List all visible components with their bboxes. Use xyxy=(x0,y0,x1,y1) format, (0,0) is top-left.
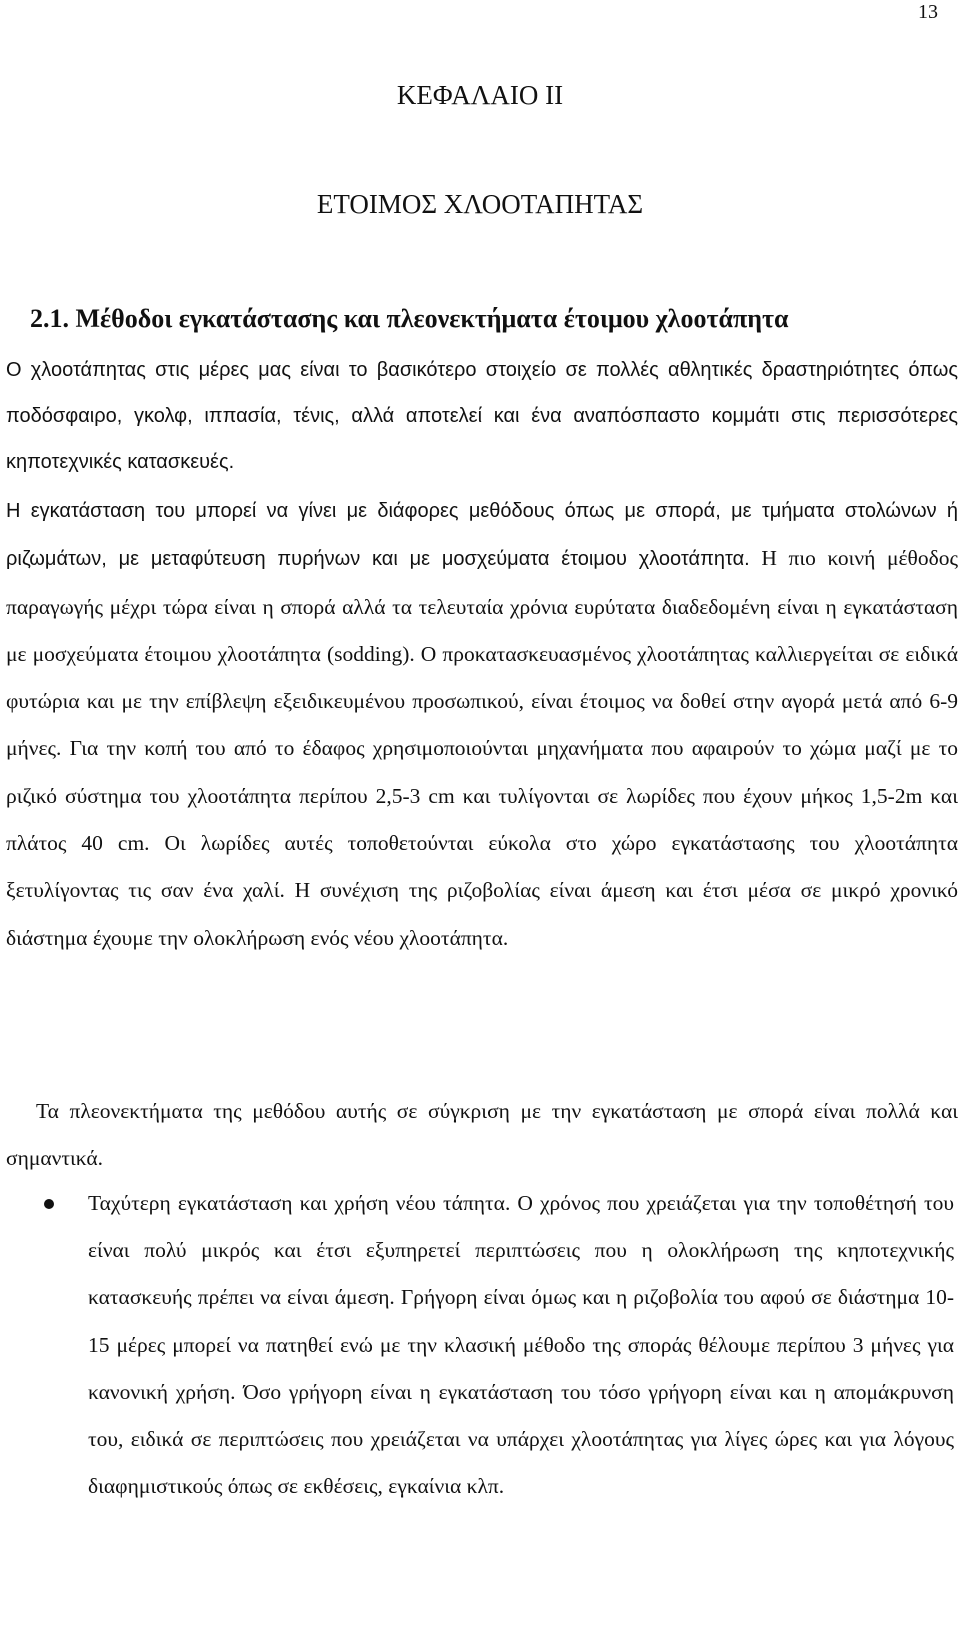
section-heading: 2.1. Μέθοδοι εγκατάστασης και πλεονεκτήματα έτοιμου χλοοτάπητα xyxy=(30,304,789,333)
chapter-subtitle: ΕΤΟΙΜΟΣ ΧΛΟΟΤΑΠΗΤΑΣ xyxy=(316,189,644,219)
installation-lead-text: Η εγκατάσταση του μπορεί να γίνει με διάφορες μεθόδους όπως με σπορά, με τμήματα στολώνων ή ριζωμάτων, με μεταφύτευση πυρήνων και με μοσχεύματα έτοιμου χλοοτάπητα. xyxy=(6,500,958,571)
installation-body-text: Η πιο κοινή μέθοδος παραγωγής μέχρι τώρα είναι η σπορά αλλά τα τελευταία χρόνια ευρύτατα διαδεδομένη είναι η εγκατάσταση με μοσχεύματα έτοιμου χλοοτάπητα (sodding). Ο προκατασκευασμένος χλοοτάπητας καλλιεργείται σε ειδικά φυτώρια και με την επίβλεψη εξειδικευμένου προσωπικού, είναι έτοιμος να δοθεί στην αγορά μετά από 6-9 μήνες. Για την κοπή του από το έδαφος χρησιμοποιούνται μηχανήματα που αφαιρούν το χώμα μαζί με το ριζικό σύστημα του χλοοτάπητα περίπου 2,5-3 cm και τυλίγονται σε λωρίδες που έχουν μήκος 1,5-2m και πλάτος 40 cm. Οι λωρίδες αυτές τοποθετούνται εύκολα στο χώρο εγκατάστασης του χλοοτάπητα ξετυλίγοντας τις σαν ένα χαλί. Η συνέχιση της ριζοβολίας είναι άμεση και έτσι μέσα σε μικρό χρονικό διάστημα έχουμε την ολοκλήρωση ενός νέου χλοοτάπητα. xyxy=(6,546,958,950)
installation-paragraph xyxy=(6,487,958,962)
list-item xyxy=(0,1180,960,1510)
page-number: 13 xyxy=(918,1,938,23)
list-item-text: Ταχύτερη εγκατάσταση και χρήση νέου τάπητα. Ο χρόνος που χρειάζεται για την τοποθέτησή του είναι πολύ μικρός και έτσι εξυπηρετεί περιπτώσεις που η ολοκλήρωση της κηποτεχνικής κατασκευής πρέπει να είναι άμεση. Γρήγορη είναι όμως και η ριζοβολία του αφού σε διάστημα 10-15 μέρες μπορεί να πατηθεί ενώ με την κλασική μέθοδο της σποράς θέλουμε περίπου 3 μήνες για κανονική χρήση. Όσο γρήγορη είναι η εγκατάσταση του τόσο γρήγορη είναι και η απομάκρυνση του, ειδικά σε περιπτώσεις που χρειάζεται να υπάρχει χλοοτάπητας για λίγες ώρες και για λόγους διαφημιστικούς όπως σε εκθέσεις, εγκαίνια κλπ. xyxy=(88,1191,954,1499)
chapter-title: ΚΕΦΑΛΑΙΟ ΙΙ xyxy=(396,80,564,110)
intro-paragraph: Ο χλοοτάπητας στις μέρες μας είναι το βασικότερο στοιχείο σε πολλές αθλητικές δραστηριότητες όπως ποδόσφαιρο, γκολφ, ιππασία, τένις, αλλά αποτελεί και ένα αναπόσπαστο κομμάτι στις περισσότερες κηποτεχνικές κατασκευές. xyxy=(6,359,958,473)
bullet-icon xyxy=(44,1199,54,1209)
advantages-list xyxy=(0,1180,960,1510)
advantages-paragraph: Τα πλεονεκτήματα της μεθόδου αυτής σε σύγκριση με την εγκατάσταση με σπορά είναι πολλά και σημαντικά. xyxy=(6,1099,958,1170)
